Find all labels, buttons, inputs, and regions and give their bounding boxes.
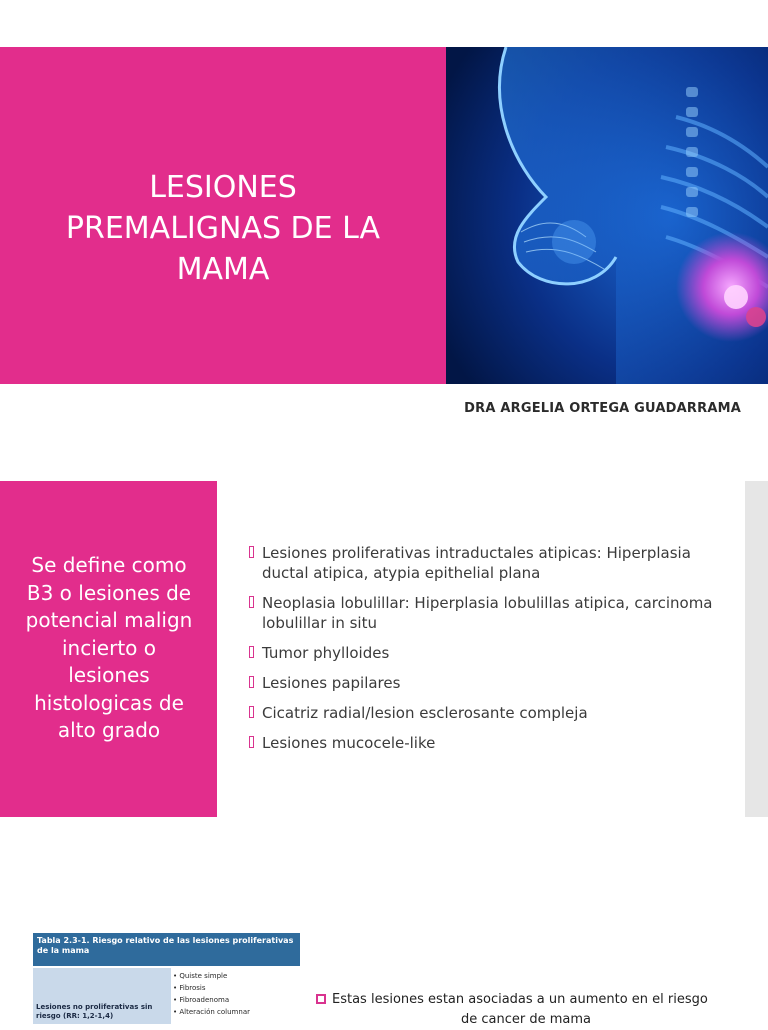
list-item-text: Lesiones papilares xyxy=(262,674,401,692)
list-item xyxy=(248,733,728,753)
list-item-text: Tumor phylloides xyxy=(262,644,390,662)
list-item-text: Neoplasia lobulillar: Hiperplasia lobulillas atipica, carcinoma lobulillar in situ xyxy=(262,594,713,632)
list-item xyxy=(248,703,728,723)
bullet-icon xyxy=(249,596,254,608)
side-bar xyxy=(745,481,768,817)
list-item-text: Lesiones proliferativas intraductales atipicas: Hiperplasia ductal atipica, atypia epithelial plana xyxy=(262,544,691,582)
list-item xyxy=(248,593,728,633)
definition-text xyxy=(8,552,210,745)
table-caption: Tabla 2.3-1. Riesgo relativo de las lesiones proliferativas de la mama xyxy=(33,933,300,966)
checkbox-bullet-icon xyxy=(316,994,326,1004)
risk-note xyxy=(316,990,736,1030)
slide-title xyxy=(0,167,446,290)
author-name: DRA ARGELIA ORTEGA GUADARRAMA xyxy=(464,401,741,416)
bullet-icon xyxy=(249,546,254,558)
list-item xyxy=(248,673,728,693)
list-item xyxy=(248,643,728,663)
table-item: • Alteración columnar xyxy=(173,1008,250,1016)
table-item: • Fibroadenoma xyxy=(173,996,230,1004)
definition-line: Se define como xyxy=(31,553,187,577)
bullet-icon xyxy=(249,736,254,748)
list-item xyxy=(248,543,728,583)
table-items xyxy=(173,970,250,1018)
title-line: PREMALIGNAS DE LA xyxy=(65,211,381,246)
definition-line: B3 o lesiones de xyxy=(26,580,192,605)
note-line: de cancer de mama xyxy=(461,1012,591,1027)
title-line: MAMA xyxy=(176,252,270,287)
list-item-text: Lesiones mucocele-like xyxy=(262,734,436,752)
bullet-icon xyxy=(249,706,254,718)
definition-line: lesiones xyxy=(68,663,150,687)
anatomy-graphic xyxy=(446,47,768,384)
definition-line: potencial malign xyxy=(25,608,193,632)
definition-line: incierto o xyxy=(62,635,156,660)
definition-line: alto grado xyxy=(57,718,161,742)
note-line: Estas lesiones estan asociadas a un aumento en el riesgo xyxy=(332,992,708,1007)
table-item: • Quiste simple xyxy=(173,972,228,980)
table-item: • Fibrosis xyxy=(173,984,206,992)
lesion-list xyxy=(248,543,728,763)
title-line: LESIONES xyxy=(149,170,297,205)
bullet-icon xyxy=(249,646,254,658)
table-row-label: Lesiones no proliferativas sin riesgo (RR: 1,2-1,4) xyxy=(36,1003,153,1020)
definition-line: histologicas de xyxy=(34,690,184,715)
list-item-text: Cicatriz radial/lesion esclerosante compleja xyxy=(262,704,588,722)
bullet-icon xyxy=(249,676,254,688)
breast-anatomy-illustration xyxy=(446,47,768,384)
